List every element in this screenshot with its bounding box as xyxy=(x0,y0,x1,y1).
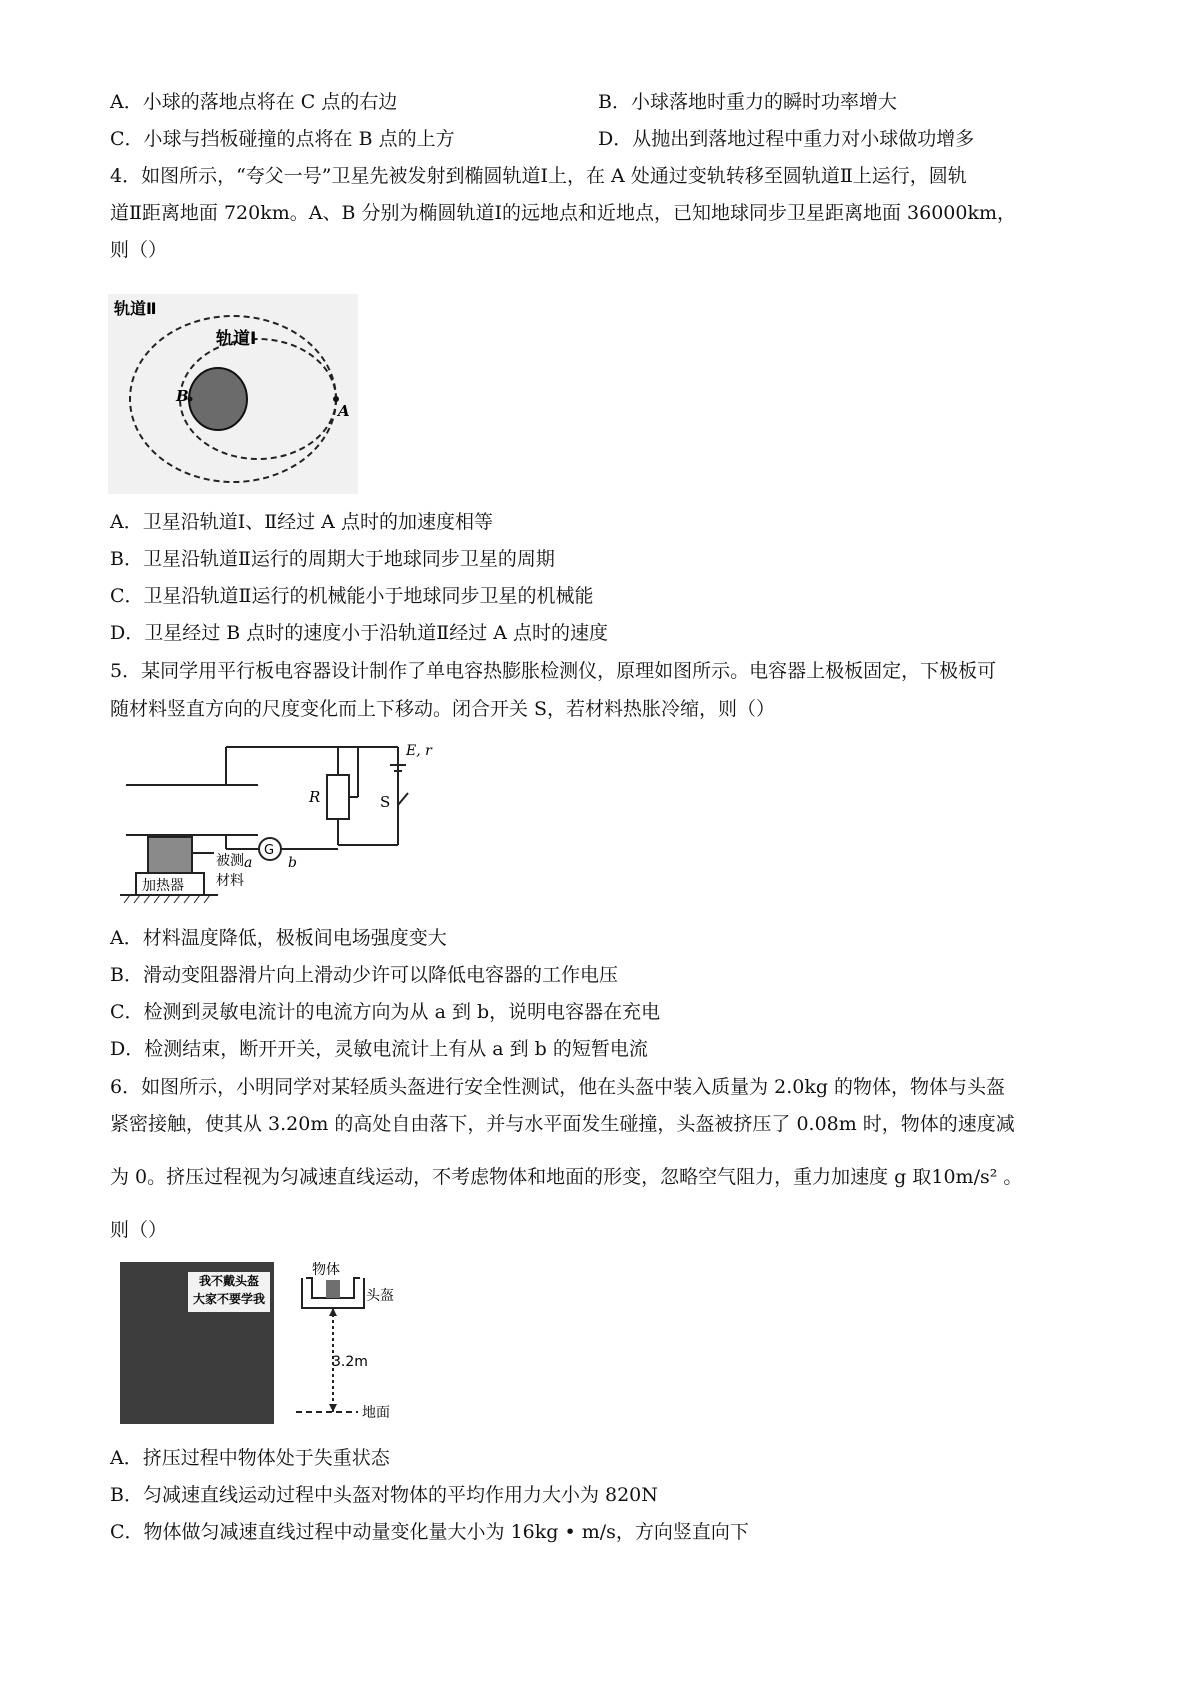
ground-label: 地面 xyxy=(362,1405,390,1421)
galvanometer-g-label: G xyxy=(264,843,275,858)
q5-option-c: C．检测到灵敏电流计的电流方向为从 a 到 b，说明电容器在充电 xyxy=(110,1001,661,1023)
q6-option-c: C．物体做匀减速直线过程中动量变化量大小为 16kg • m/s，方向竖直向下 xyxy=(110,1521,749,1543)
q4-option-c: C．卫星沿轨道Ⅱ运行的机械能小于地球同步卫星的机械能 xyxy=(110,585,594,607)
q5-circuit-figure xyxy=(118,735,458,910)
q5-option-d: D．检测结束，断开开关，灵敏电流计上有从 a 到 b 的短暂电流 xyxy=(110,1038,648,1060)
q5-stem-1: 5．某同学用平行板电容器设计制作了单电容热膨胀检测仪，原理如图所示。电容器上极板固定，下极板可 xyxy=(110,660,997,682)
q5-option-a: A．材料温度降低，极板间电场强度变大 xyxy=(110,927,447,949)
q4-orbit-figure xyxy=(108,294,358,494)
helmet-label: 头盔 xyxy=(366,1288,394,1304)
material-label-2: 材料 xyxy=(216,873,244,889)
source-er-label: E, r xyxy=(406,743,432,759)
terminal-b-label: b xyxy=(288,855,297,871)
q4-option-d: D．卫星经过 B 点时的速度小于沿轨道Ⅱ经过 A 点时的速度 xyxy=(110,622,608,644)
q6-stem-2: 紧密接触，使其从 3.20m 的高处自由落下，并与水平面发生碰撞，头盔被挤压了 0.08m 时，物体的速度减 xyxy=(110,1113,1015,1135)
q6-stem-3: 为 0。挤压过程视为匀减速直线运动，不考虑物体和地面的形变，忽略空气阻力，重力加速度 g 取10m/s² 。 xyxy=(110,1166,1023,1188)
terminal-a-label: a xyxy=(244,855,253,871)
switch-s-label: S xyxy=(380,793,391,811)
q4-stem-3: 则（） xyxy=(110,239,168,261)
q4-option-a: A．卫星沿轨道Ⅰ、Ⅱ经过 A 点时的加速度相等 xyxy=(110,511,493,533)
q5-stem-2: 随材料竖直方向的尺度变化而上下移动。闭合开关 S，若材料热胀冷缩，则（） xyxy=(110,698,776,720)
photo-sign-line-2: 大家不要学我 xyxy=(192,1292,265,1306)
helmet-test-photo xyxy=(120,1262,274,1424)
height-label: 3.2m xyxy=(332,1354,368,1370)
rheostat-r-label: R xyxy=(309,788,321,806)
q3-option-a: A．小球的落地点将在 C 点的右边 xyxy=(110,91,398,113)
point-b-label: B xyxy=(176,387,189,405)
object-label: 物体 xyxy=(312,1262,340,1278)
q6-drop-figure xyxy=(296,1262,426,1427)
q5-option-b: B．滑动变阻器滑片向上滑动少许可以降低电容器的工作电压 xyxy=(110,964,618,986)
q4-option-b: B．卫星沿轨道Ⅱ运行的周期大于地球同步卫星的周期 xyxy=(110,548,555,570)
q3-option-b: B．小球落地时重力的瞬时功率增大 xyxy=(598,91,897,113)
q3-option-c: C．小球与挡板碰撞的点将在 B 点的上方 xyxy=(110,128,455,150)
q4-stem-2: 道Ⅱ距离地面 720km。A、B 分别为椭圆轨道Ⅰ的远地点和近地点，已知地球同步卫星距离地面 36000km， xyxy=(110,202,1016,224)
q6-option-b: B．匀减速直线运动过程中头盔对物体的平均作用力大小为 820N xyxy=(110,1484,658,1506)
photo-sign-line-1: 我不戴头盔 xyxy=(198,1274,259,1288)
q3-option-d: D．从抛出到落地过程中重力对小球做功增多 xyxy=(598,128,975,150)
q6-option-a: A．挤压过程中物体处于失重状态 xyxy=(110,1447,390,1469)
material-label-1: 被测 xyxy=(216,853,244,869)
q6-stem-1: 6．如图所示，小明同学对某轻质头盔进行安全性测试，他在头盔中装入质量为 2.0kg 的物体，物体与头盔 xyxy=(110,1076,1006,1098)
q4-stem-1: 4．如图所示，“夸父一号”卫星先被发射到椭圆轨道Ⅰ上，在 A 处通过变轨转移至圆轨道Ⅱ上运行，圆轨 xyxy=(110,165,967,187)
point-a-label: A xyxy=(338,402,350,420)
photo-sign xyxy=(188,1272,270,1312)
q6-stem-4: 则（） xyxy=(110,1219,168,1241)
orbit-2-label: 轨道Ⅱ xyxy=(114,299,157,318)
heater-label: 加热器 xyxy=(142,878,184,894)
orbit-1-label: 轨道Ⅰ xyxy=(216,329,257,349)
